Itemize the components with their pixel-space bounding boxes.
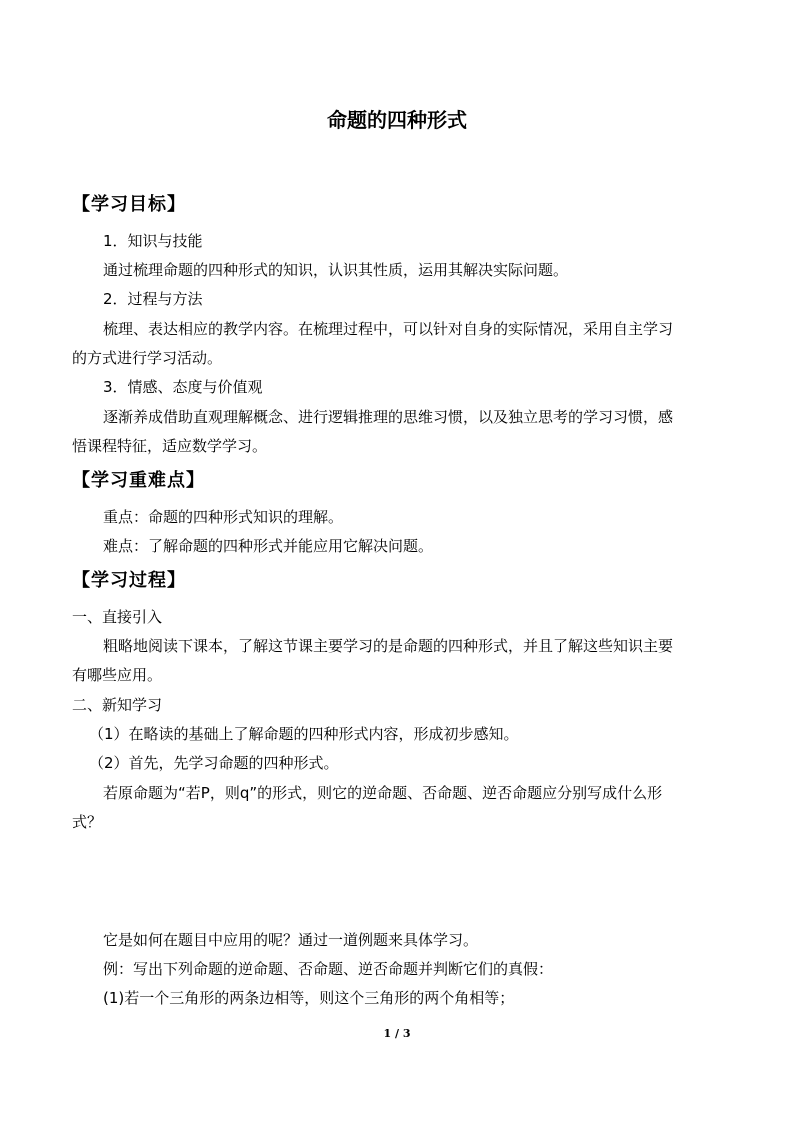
objective-line: 逐渐养成借助直观理解概念、进行逻辑推理的思维习惯，以及独立思考的学习习惯，感 [103,408,674,426]
process-line: 式？ [72,813,103,831]
difficulty-line: 难点：了解命题的四种形式并能应用它解决问题。 [103,537,434,555]
process-line: 二、新知学习 [72,696,163,714]
objective-line: 1．知识与技能 [103,232,203,250]
document-title: 命题的四种形式 [327,108,467,132]
objective-line: 通过梳理命题的四种形式的知识，认识其性质，运用其解决实际问题。 [103,261,569,279]
process-line: 粗略地阅读下课本，了解这节课主要学习的是命题的四种形式，并且了解这些知识主要 [103,637,674,655]
process-line: 它是如何在题目中应用的呢？通过一道例题来具体学习。 [103,931,479,949]
process-line: （1）在略读的基础上了解命题的四种形式内容，形成初步感知。 [89,725,519,743]
page-number: 1 / 3 [383,1027,411,1040]
process-line: 有哪些应用。 [72,666,163,684]
process-line: 一、直接引入 [72,608,163,626]
objective-line: 的方式进行学习活动。 [72,349,223,367]
process-heading: 【学习过程】 [72,570,186,591]
process-line: 例：写出下列命题的逆命题、否命题、逆否命题并判断它们的真假： [103,960,554,978]
difficulties-heading: 【学习重难点】 [72,470,205,491]
process-line: (1)若一个三角形的两条边相等，则这个三角形的两个角相等； [103,989,515,1007]
objective-line: 2．过程与方法 [103,290,203,308]
objective-line: 梳理、表达相应的教学内容。在梳理过程中，可以针对自身的实际情况，采用自主学习 [103,320,674,338]
process-line: （2）首先，先学习命题的四种形式。 [89,754,339,772]
objective-line: 悟课程特征，适应数学学习。 [72,437,268,455]
process-line: 若原命题为“若P，则q”的形式，则它的逆命题、否命题、逆否命题应分别写成什么形 [103,784,663,802]
objective-line: 3．情感、态度与价值观 [103,378,263,396]
objectives-heading: 【学习目标】 [72,194,186,215]
difficulty-line: 重点：命题的四种形式知识的理解。 [103,508,344,526]
